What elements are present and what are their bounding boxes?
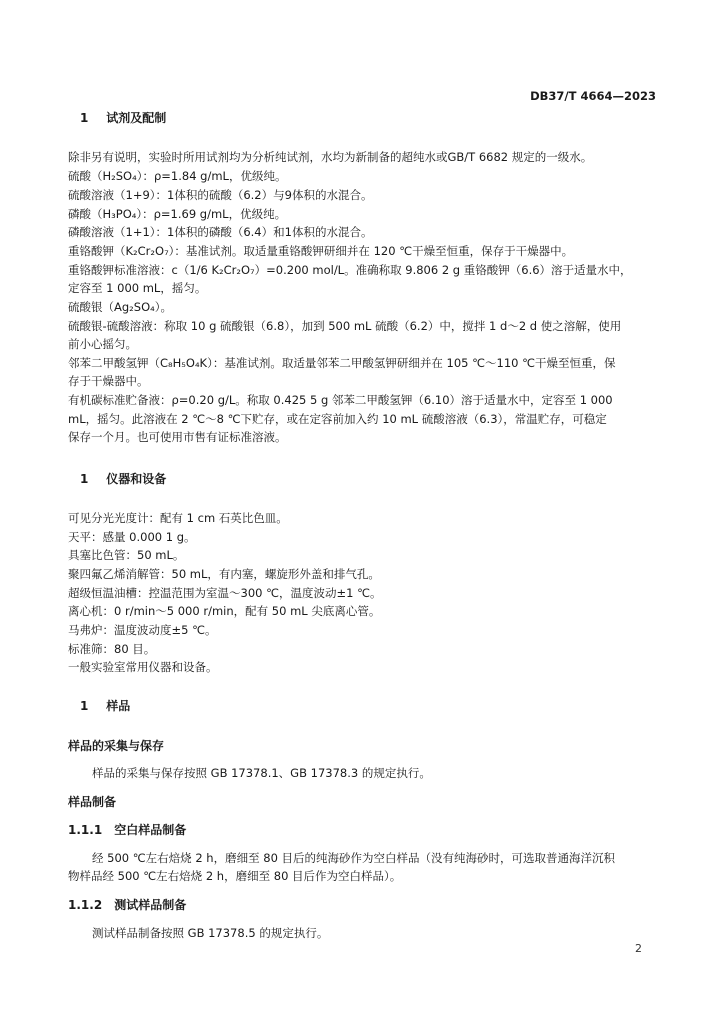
apparatus-line: 离心机：0 r/min～5 000 r/min，配有 50 mL 尖底离心管。 bbox=[68, 604, 381, 618]
reagent-line: 除非另有说明，实验时所用试剂均为分析纯试剂，水均为新制备的超纯水或GB/T 6682 规定的一级水。 bbox=[68, 150, 593, 164]
apparatus-line: 具塞比色管：50 mL。 bbox=[68, 548, 185, 562]
section-number: 1 bbox=[80, 472, 89, 486]
subsection-heading-collection: 样品的采集与保存 bbox=[68, 739, 165, 753]
apparatus-line: 可见分光光度计：配有 1 cm 石英比色皿。 bbox=[68, 511, 288, 525]
clause-number: 1.1.2 bbox=[68, 898, 103, 912]
clause-title: 空白样品制备 bbox=[114, 823, 187, 837]
apparatus-line: 一般实验室常用仪器和设备。 bbox=[68, 660, 218, 674]
reagent-line: 定容至 1 000 mL，摇匀。 bbox=[68, 281, 207, 295]
clause-number: 1.1.1 bbox=[68, 823, 103, 837]
reagent-line: 硫酸银-硫酸溶液：称取 10 g 硫酸银（6.8），加到 500 mL 硫酸（6.2）中，搅拌 1 d～2 d 使之溶解，使用 bbox=[68, 319, 622, 333]
clause-title: 测试样品制备 bbox=[114, 898, 187, 912]
reagent-line: 存于干燥器中。 bbox=[68, 374, 149, 388]
reagent-line: 硫酸（H₂SO₄）：ρ=1.84 g/mL，优级纯。 bbox=[68, 169, 287, 183]
apparatus-line: 标准筛：80 目。 bbox=[68, 642, 156, 656]
reagent-line: 重铬酸钾（K₂Cr₂O₇）：基准试剂。取适量重铬酸钾研细并在 120 ℃干燥至恒重，保存于干燥器中。 bbox=[68, 244, 574, 258]
section-number: 1 bbox=[80, 111, 89, 125]
apparatus-line: 超级恒温油槽：控温范围为室温～300 ℃，温度波动±1 ℃。 bbox=[68, 586, 382, 600]
blank-prep-line: 物样品经 500 ℃左右焙烧 2 h，磨细至 80 目后作为空白样品）。 bbox=[68, 869, 402, 883]
section-title: 仪器和设备 bbox=[106, 472, 167, 486]
section-title: 试剂及配制 bbox=[106, 111, 167, 125]
collection-text: 样品的采集与保存按照 GB 17378.1、GB 17378.3 的规定执行。 bbox=[92, 766, 431, 780]
section-heading-sample bbox=[80, 698, 130, 714]
reagent-line: 邻苯二甲酸氢钾（C₈H₅O₄K）：基准试剂。取适量邻苯二甲酸氢钾研细并在 105 ℃～110 ℃干燥至恒重，保 bbox=[68, 356, 616, 370]
reagent-line: 磷酸（H₃PO₄）：ρ=1.69 g/mL，优级纯。 bbox=[68, 207, 287, 221]
section-title: 样品 bbox=[106, 699, 131, 713]
clause-heading-blank bbox=[68, 822, 186, 838]
apparatus-line: 聚四氟乙烯消解管：50 mL，有内塞，螺旋形外盖和排气孔。 bbox=[68, 567, 380, 581]
apparatus-line: 天平：感量 0.000 1 g。 bbox=[68, 530, 196, 544]
clause-heading-test bbox=[68, 897, 186, 913]
reagent-line: 有机碳标准贮备液：ρ=0.20 g/L。称取 0.425 5 g 邻苯二甲酸氢钾（6.10）溶于适量水中，定容至 1 000 bbox=[68, 393, 613, 407]
reagent-line: 硫酸溶液（1+9）：1体积的硫酸（6.2）与9体积的水混合。 bbox=[68, 188, 373, 202]
apparatus-line: 马弗炉：温度波动度±5 ℃。 bbox=[68, 623, 217, 637]
standard-number: DB37/T 4664—2023 bbox=[530, 89, 656, 103]
reagent-line: 硫酸银（Ag₂SO₄）。 bbox=[68, 300, 172, 314]
reagent-line: 保存一个月。也可使用市售有证标准溶液。 bbox=[68, 430, 287, 444]
reagent-line: 重铬酸钾标准溶液：c（1/6 K₂Cr₂O₇）=0.200 mol/L。准确称取 9.806 2 g 重铬酸钾（6.6）溶于适量水中， bbox=[68, 263, 632, 277]
blank-prep-line: 经 500 ℃左右焙烧 2 h，磨细至 80 目后的纯海砂作为空白样品（没有纯海砂时，可选取普通海洋沉积 bbox=[92, 851, 616, 865]
page-number: 2 bbox=[635, 942, 642, 955]
reagent-line: mL，摇匀。此溶液在 2 ℃～8 ℃下贮存，或在定容前加入约 10 mL 硫酸溶液（6.3），常温贮存，可稳定 bbox=[68, 412, 607, 426]
section-heading-apparatus bbox=[80, 471, 166, 487]
reagent-line: 前小心摇匀。 bbox=[68, 337, 137, 351]
section-heading-reagents bbox=[80, 110, 166, 126]
subsection-heading-preparation: 样品制备 bbox=[68, 795, 117, 809]
section-number: 1 bbox=[80, 699, 89, 713]
test-prep-text: 测试样品制备按照 GB 17378.5 的规定执行。 bbox=[92, 926, 329, 940]
reagent-line: 磷酸溶液（1+1）：1体积的磷酸（6.4）和1体积的水混合。 bbox=[68, 225, 373, 239]
